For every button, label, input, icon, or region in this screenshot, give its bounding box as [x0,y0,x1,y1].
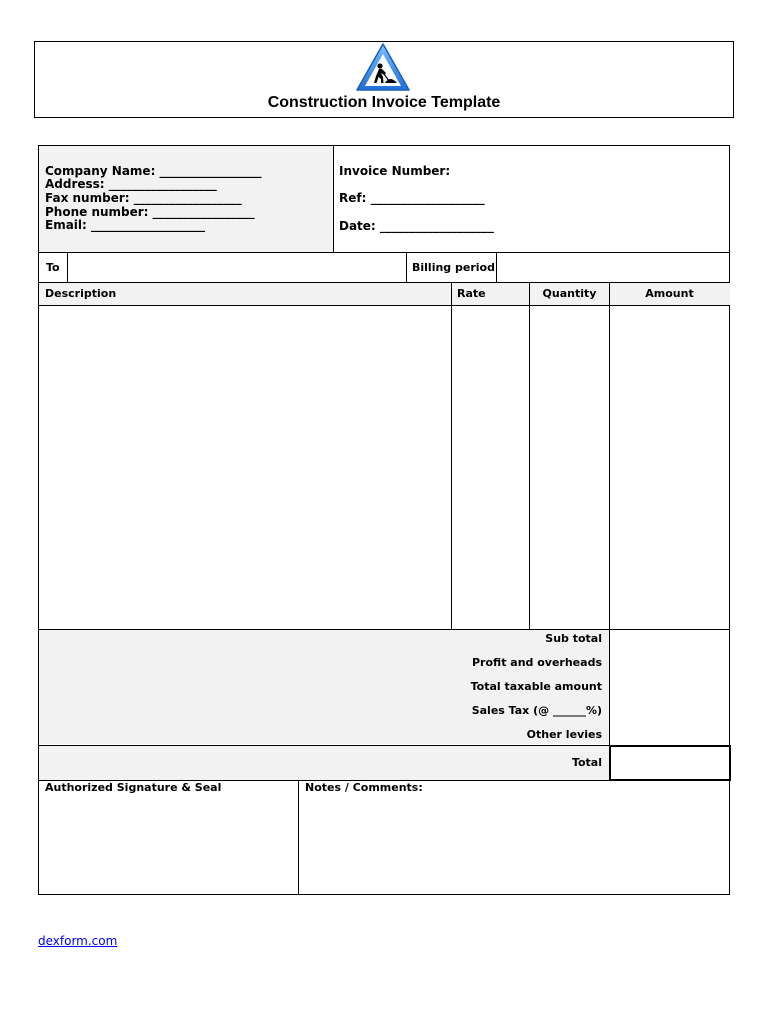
address-field[interactable]: Address: __________________ [45,177,217,191]
date-field[interactable]: Date: ___________________ [339,219,494,233]
company-name-field[interactable]: Company Name: _________________ [45,164,262,178]
email-field[interactable]: Email: ___________________ [45,218,206,232]
taxable-amount-label: Total taxable amount [470,680,602,693]
totals-values-cell[interactable] [610,630,729,744]
notes-area[interactable] [300,796,729,894]
fax-field[interactable]: Fax number: __________________ [45,191,242,205]
total-value-box[interactable] [609,745,731,781]
to-input[interactable] [68,253,405,282]
billing-period-input[interactable] [497,253,729,282]
column-header-quantity: Quantity [542,287,597,300]
column-header-amount: Amount [645,287,694,300]
column-header-rate: Rate [457,287,486,300]
signature-area[interactable] [40,796,297,894]
description-cell[interactable] [40,306,450,628]
total-label: Total [571,756,602,769]
page-title: Construction Invoice Template [267,94,501,111]
billing-period-label: Billing period [412,261,495,274]
column-header-description: Description [45,287,117,300]
sub-total-label: Sub total [545,632,602,645]
dexform-link[interactable]: dexform.com [38,934,118,948]
profit-overheads-label: Profit and overheads [472,656,602,669]
to-label: To [46,261,60,274]
divider [298,781,299,895]
construction-worker-sign-icon [355,42,411,92]
quantity-cell[interactable] [530,306,608,628]
invoice-number-field[interactable]: Invoice Number: [339,164,451,178]
sales-tax-label: Sales Tax (@ ______%) [471,704,602,717]
rate-cell[interactable] [452,306,528,628]
signature-label: Authorized Signature & Seal [45,781,222,794]
divider [406,252,407,282]
amount-cell[interactable] [610,306,729,628]
notes-label: Notes / Comments: [305,781,423,794]
phone-field[interactable]: Phone number: _________________ [45,205,255,219]
other-levies-label: Other levies [526,728,602,741]
ref-field[interactable]: Ref: ___________________ [339,191,485,205]
divider [333,146,334,252]
